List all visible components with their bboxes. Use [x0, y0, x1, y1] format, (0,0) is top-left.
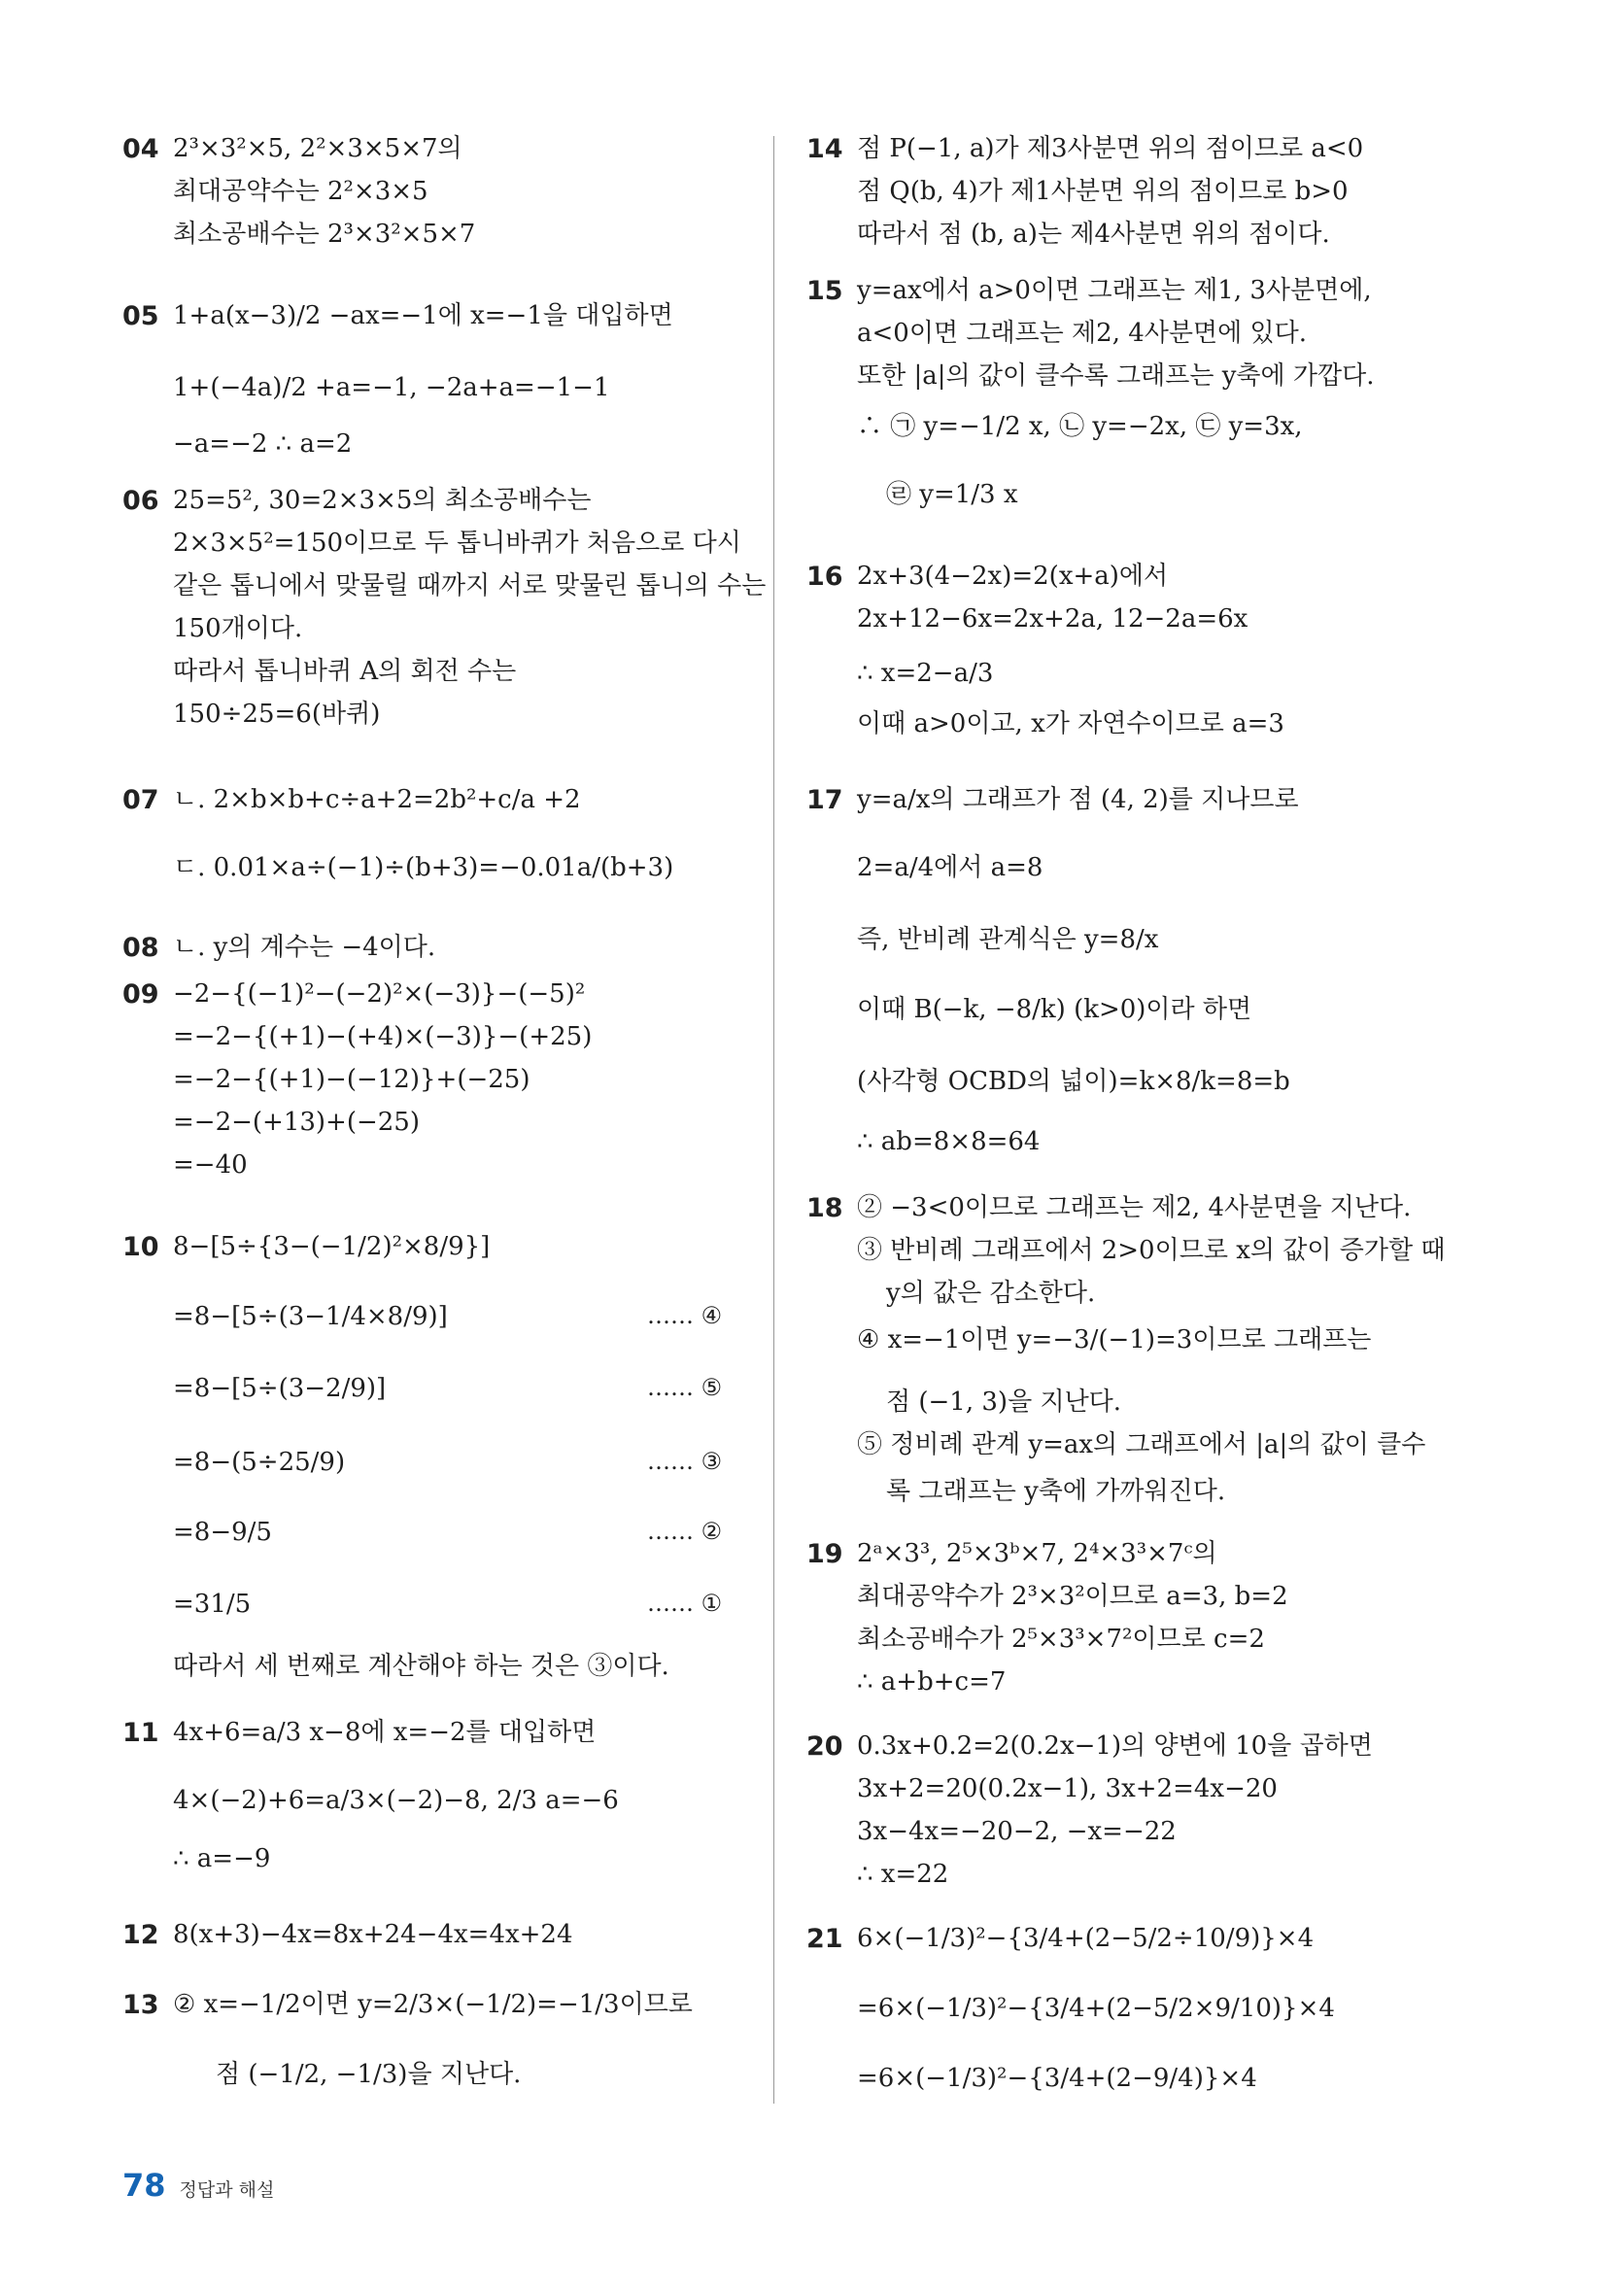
solution-line: 이때 B(−k, −8/k) (k>0)이라 하면 — [857, 995, 1252, 1024]
problem-number: 17 — [806, 785, 843, 815]
solution-line: (사각형 OCBD의 넓이)=k×8/k=8=b — [857, 1067, 1290, 1096]
solution-line: 즉, 반비례 관계식은 y=8/x — [857, 925, 1159, 954]
solution-line: 점 P(−1, a)가 제3사분면 위의 점이므로 a<0 — [857, 134, 1364, 163]
solution-line: 최대공약수가 2³×3²이므로 a=3, b=2 — [857, 1582, 1288, 1611]
solution-line: ∴ a+b+c=7 — [857, 1667, 1007, 1696]
solution-line: 2=a/4에서 a=8 — [857, 853, 1043, 882]
solution-line: 같은 톱니에서 맞물릴 때까지 서로 맞물린 톱니의 수는 — [173, 571, 767, 600]
step-marker: …… ① — [647, 1590, 723, 1617]
solution-line: 3x+2=20(0.2x−1), 3x+2=4x−20 — [857, 1774, 1278, 1803]
solution-line: =8−(5÷25/9) — [173, 1448, 346, 1477]
problem-number: 07 — [122, 785, 159, 815]
column-divider — [773, 136, 774, 2104]
problem-number: 18 — [806, 1193, 843, 1223]
problem-number: 04 — [122, 134, 159, 164]
solution-line: 점 Q(b, 4)가 제1사분면 위의 점이므로 b>0 — [857, 177, 1349, 206]
solution-line: ② −3<0이므로 그래프는 제2, 4사분면을 지난다. — [857, 1193, 1412, 1222]
solution-line: ∴ x=2−a/3 — [857, 659, 994, 688]
solution-line: 록 그래프는 y축에 가까워진다. — [886, 1477, 1226, 1506]
problem-number: 05 — [122, 301, 159, 331]
solution-line: ∴ ㉠ y=−1/2 x, ㉡ y=−2x, ㉢ y=3x, — [857, 412, 1303, 441]
step-marker: …… ④ — [647, 1302, 723, 1329]
solution-line: ④ x=−1이면 y=−3/(−1)=3이므로 그래프는 — [857, 1325, 1372, 1354]
problem-number: 13 — [122, 1990, 159, 2020]
solution-line: 2x+12−6x=2x+2a, 12−2a=6x — [857, 604, 1248, 634]
solution-line: 최소공배수가 2⁵×3³×7²이므로 c=2 — [857, 1625, 1265, 1654]
solution-line: 따라서 세 번째로 계산해야 하는 것은 ③이다. — [173, 1652, 669, 1681]
solution-line: =31/5 — [173, 1590, 252, 1619]
solution-line: 8(x+3)−4x=8x+24−4x=4x+24 — [173, 1920, 573, 1949]
page-number: 78 — [122, 2167, 166, 2204]
solution-line: 점 (−1/2, −1/3)을 지난다. — [216, 2060, 522, 2089]
footer-label: 정답과 해설 — [179, 2179, 275, 2201]
solution-line: 이때 a>0이고, x가 자연수이므로 a=3 — [857, 709, 1284, 738]
solution-line: 1+(−4a)/2 +a=−1, −2a+a=−1−1 — [173, 373, 610, 402]
solution-line: 2ᵃ×3³, 2⁵×3ᵇ×7, 2⁴×3³×7ᶜ의 — [857, 1539, 1217, 1568]
problem-number: 15 — [806, 276, 843, 306]
problem-number: 14 — [806, 134, 843, 164]
solution-line: ㉣ y=1/3 x — [886, 480, 1018, 509]
solution-line: 따라서 점 (b, a)는 제4사분면 위의 점이다. — [857, 220, 1330, 249]
solution-line: 1+a(x−3)/2 −ax=−1에 x=−1을 대입하면 — [173, 301, 673, 330]
problem-number: 06 — [122, 486, 159, 516]
solution-line: =−2−(+13)+(−25) — [173, 1108, 420, 1137]
solution-line: =−2−{(+1)−(+4)×(−3)}−(+25) — [173, 1022, 593, 1051]
problem-number: 08 — [122, 933, 159, 963]
solution-line: 150개이다. — [173, 614, 303, 643]
solution-line: ③ 반비례 그래프에서 2>0이므로 x의 값이 증가할 때 — [857, 1236, 1446, 1265]
solution-line: 150÷25=6(바퀴) — [173, 700, 381, 729]
solution-line: 또한 |a|의 값이 클수록 그래프는 y축에 가깝다. — [857, 361, 1375, 391]
problem-number: 11 — [122, 1718, 159, 1748]
solution-line: =8−[5÷(3−1/4×8/9)] — [173, 1302, 448, 1331]
solution-line: 2³×3²×5, 2²×3×5×7의 — [173, 134, 462, 163]
solution-line: 점 (−1, 3)을 지난다. — [886, 1388, 1122, 1417]
solution-line: ∴ x=22 — [857, 1860, 949, 1889]
solution-line: ⑤ 정비례 관계 y=ax의 그래프에서 |a|의 값이 클수 — [857, 1430, 1426, 1459]
solution-line: y의 값은 감소한다. — [886, 1279, 1096, 1308]
problem-number: 16 — [806, 562, 843, 592]
solution-line: 3x−4x=−20−2, −x=−22 — [857, 1817, 1177, 1846]
solution-line: ∴ a=−9 — [173, 1844, 271, 1873]
solution-line: 4×(−2)+6=a/3×(−2)−8, 2/3 a=−6 — [173, 1786, 619, 1815]
solution-line: 0.3x+0.2=2(0.2x−1)의 양변에 10을 곱하면 — [857, 1731, 1373, 1761]
solution-line: =8−9/5 — [173, 1518, 272, 1547]
solution-line: ② x=−1/2이면 y=2/3×(−1/2)=−1/3이므로 — [173, 1990, 693, 2019]
solution-line: y=ax에서 a>0이면 그래프는 제1, 3사분면에, — [857, 276, 1372, 305]
solution-line: 2×3×5²=150이므로 두 톱니바퀴가 처음으로 다시 — [173, 529, 741, 558]
step-marker: …… ⑤ — [647, 1374, 723, 1401]
problem-number: 19 — [806, 1539, 843, 1569]
solution-line: −2−{(−1)²−(−2)²×(−3)}−(−5)² — [173, 979, 586, 1009]
problem-number: 12 — [122, 1920, 159, 1950]
page-footer — [122, 2167, 274, 2204]
problem-number: 10 — [122, 1232, 159, 1262]
step-marker: …… ② — [647, 1518, 723, 1545]
solution-line: 따라서 톱니바퀴 A의 회전 수는 — [173, 657, 517, 686]
solution-line: a<0이면 그래프는 제2, 4사분면에 있다. — [857, 319, 1308, 348]
solution-line: =6×(−1/3)²−{3/4+(2−5/2×9/10)}×4 — [857, 1994, 1335, 2023]
solution-line: 25=5², 30=2×3×5의 최소공배수는 — [173, 486, 592, 515]
step-marker: …… ③ — [647, 1448, 723, 1475]
solution-line: 2x+3(4−2x)=2(x+a)에서 — [857, 562, 1169, 591]
solution-line: ㄷ. 0.01×a÷(−1)÷(b+3)=−0.01a/(b+3) — [173, 853, 674, 882]
solution-line: =8−[5÷(3−2/9)] — [173, 1374, 387, 1403]
solution-line: y=a/x의 그래프가 점 (4, 2)를 지나므로 — [857, 785, 1299, 814]
solution-line: ㄴ. 2×b×b+c÷a+2=2b²+c/a +2 — [173, 785, 581, 814]
solution-line: ㄴ. y의 계수는 −4이다. — [173, 933, 436, 962]
solution-line: 최소공배수는 2³×3²×5×7 — [173, 220, 476, 249]
solution-line: 8−[5÷{3−(−1/2)²×8/9}] — [173, 1232, 491, 1261]
solution-line: 최대공약수는 2²×3×5 — [173, 177, 428, 206]
solution-line: =−2−{(+1)−(−12)}+(−25) — [173, 1065, 530, 1094]
solution-line: =6×(−1/3)²−{3/4+(2−9/4)}×4 — [857, 2064, 1257, 2093]
problem-number: 21 — [806, 1924, 843, 1954]
solution-line: 4x+6=a/3 x−8에 x=−2를 대입하면 — [173, 1718, 597, 1747]
solution-line: 6×(−1/3)²−{3/4+(2−5/2÷10/9)}×4 — [857, 1924, 1315, 1953]
solution-line: ∴ ab=8×8=64 — [857, 1127, 1041, 1156]
solution-line: −a=−2 ∴ a=2 — [173, 429, 353, 459]
problem-number: 20 — [806, 1731, 843, 1762]
problem-number: 09 — [122, 979, 159, 1010]
solution-line: =−40 — [173, 1150, 248, 1180]
